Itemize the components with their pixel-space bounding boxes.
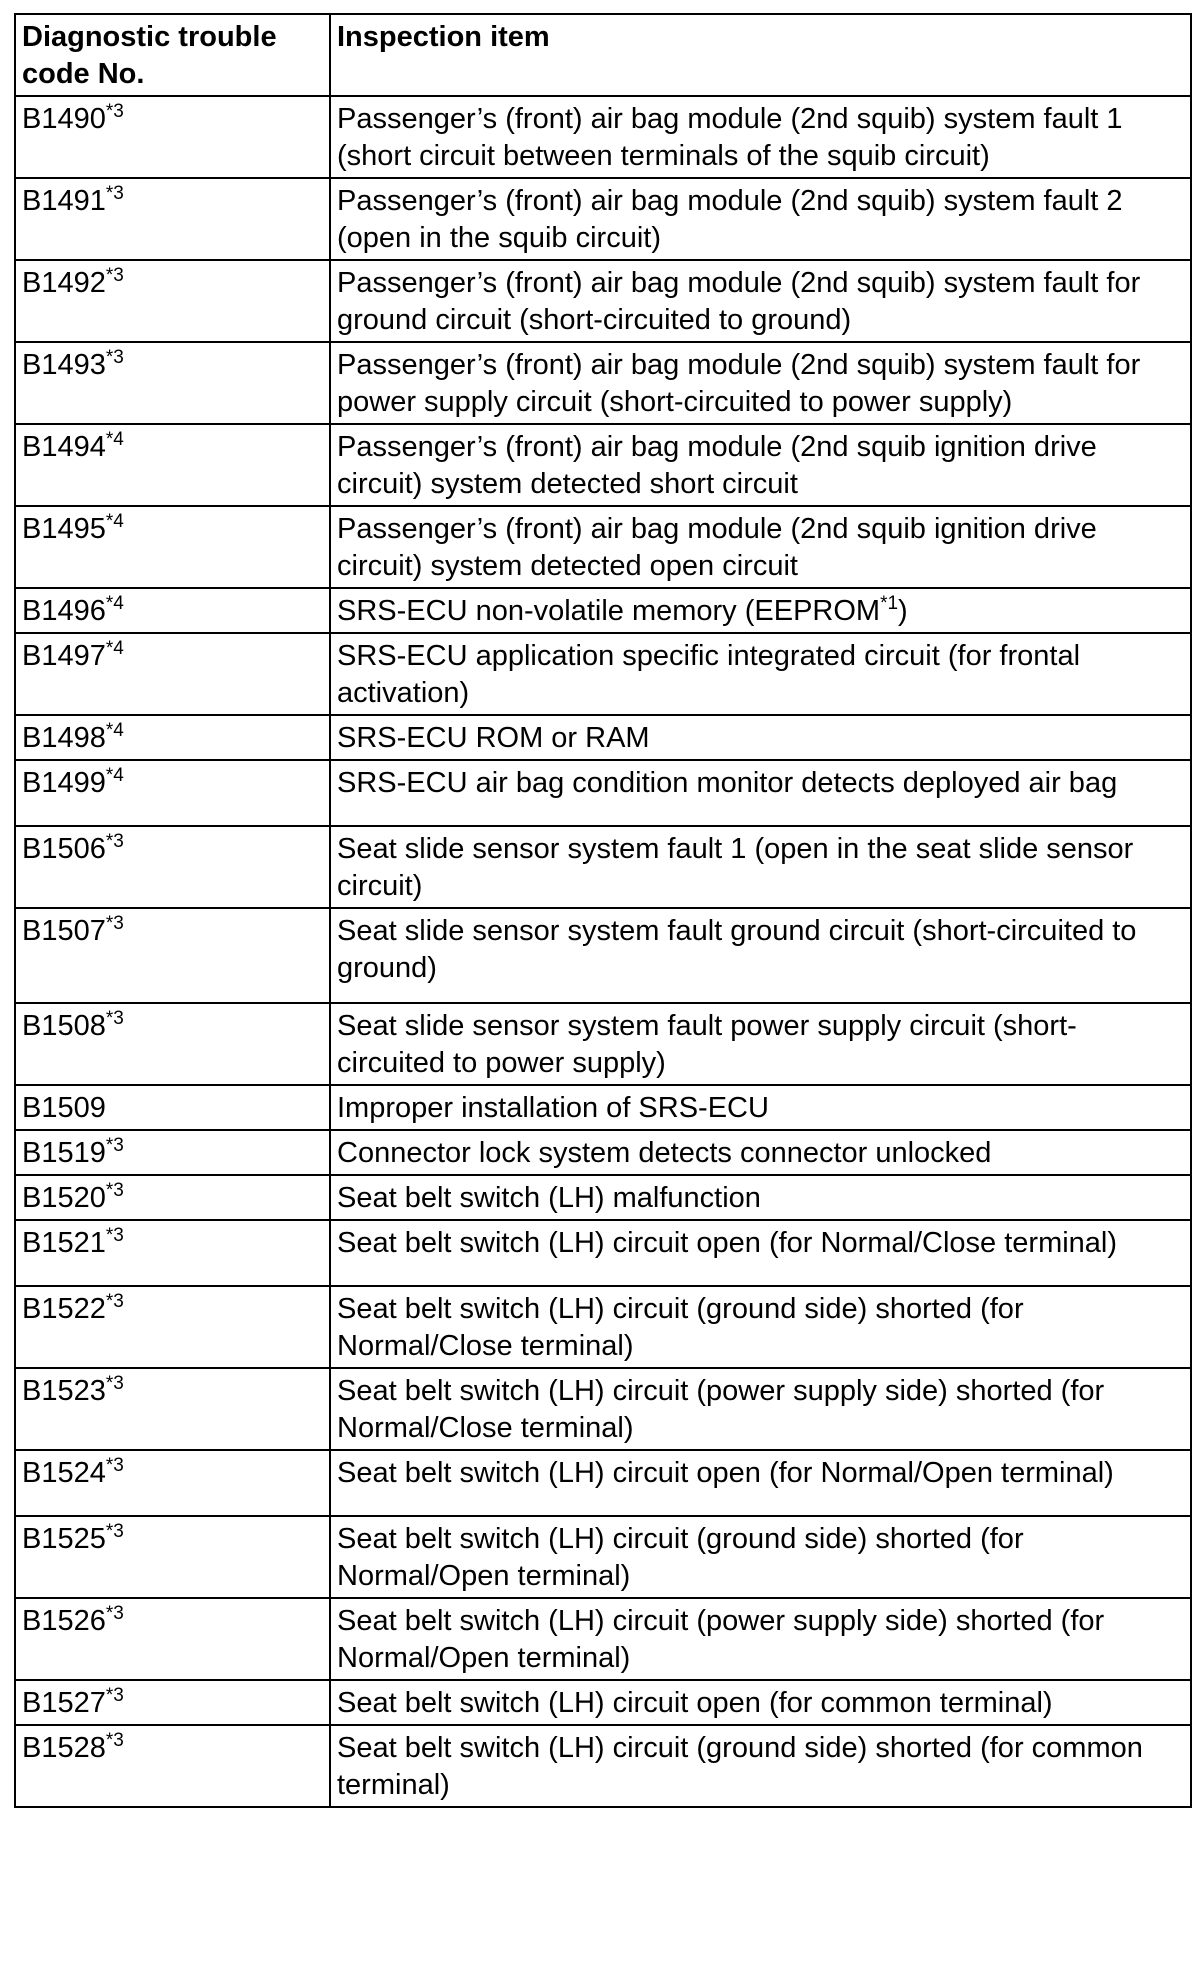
dtc-code-cell [15, 633, 330, 715]
inspection-item-text: SRS-ECU air bag condition monitor detects deployed air bag [337, 767, 1118, 799]
dtc-code: B1496 [22, 595, 106, 627]
table-row [15, 908, 1191, 1003]
inspection-item-text: Seat belt switch (LH) malfunction [337, 1182, 761, 1214]
footnote-marker: *3 [105, 183, 124, 204]
inspection-item-cell [330, 178, 1191, 260]
inspection-item-text: Passenger’s (front) air bag module (2nd squib ignition drive circuit) system detected short circuit [337, 431, 1097, 500]
footnote-marker: *1 [880, 593, 899, 614]
inspection-item-text: Passenger’s (front) air bag module (2nd squib) system fault 1 (short circuit between terminals of the squib circuit) [337, 103, 1123, 172]
footnote-marker: *3 [105, 1603, 124, 1624]
inspection-item-cell [330, 1680, 1191, 1725]
dtc-code-cell [15, 1598, 330, 1680]
table-row [15, 1516, 1191, 1598]
dtc-code-cell [15, 1085, 330, 1130]
table-row [15, 1130, 1191, 1175]
dtc-code-cell [15, 1175, 330, 1220]
footnote-marker: *3 [105, 1730, 124, 1751]
footnote-marker: *3 [105, 101, 124, 122]
inspection-item-cell [330, 1130, 1191, 1175]
dtc-code: B1526 [22, 1605, 106, 1637]
inspection-item-cell [330, 1725, 1191, 1807]
dtc-code-cell [15, 826, 330, 908]
inspection-item-cell [330, 1516, 1191, 1598]
dtc-code: B1524 [22, 1457, 106, 1489]
dtc-code-cell [15, 1368, 330, 1450]
table-row [15, 826, 1191, 908]
inspection-item-text: Seat belt switch (LH) circuit open (for common terminal) [337, 1687, 1053, 1719]
footnote-marker: *4 [105, 593, 124, 614]
inspection-item-text: Seat belt switch (LH) circuit (ground side) shorted (for Normal/Open terminal) [337, 1523, 1024, 1592]
inspection-item-text: SRS-ECU non-volatile memory (EEPROM [337, 595, 881, 627]
inspection-item-cell [330, 260, 1191, 342]
inspection-item-text: Passenger’s (front) air bag module (2nd squib) system fault for power supply circuit (short-circuited to power supply) [337, 349, 1141, 418]
dtc-code: B1499 [22, 767, 106, 799]
table-row [15, 342, 1191, 424]
dtc-code-cell [15, 715, 330, 760]
inspection-item-cell [330, 908, 1191, 1003]
dtc-code-cell [15, 424, 330, 506]
footnote-marker: *3 [105, 1225, 124, 1246]
footnote-marker: *3 [105, 1008, 124, 1029]
table-row [15, 760, 1191, 826]
table-row [15, 633, 1191, 715]
dtc-code-cell [15, 1003, 330, 1085]
table-row [15, 178, 1191, 260]
footnote-marker: *4 [105, 765, 124, 786]
table-row [15, 588, 1191, 633]
dtc-code: B1493 [22, 349, 106, 381]
dtc-code-cell [15, 1725, 330, 1807]
dtc-code: B1491 [22, 185, 106, 217]
dtc-code-cell [15, 760, 330, 826]
footnote-marker: *4 [105, 511, 124, 532]
inspection-item-cell [330, 1175, 1191, 1220]
footnote-marker: *4 [105, 638, 124, 659]
table-body [15, 96, 1191, 1807]
header-code-column: Diagnostic trouble code No. [15, 14, 330, 96]
inspection-item-cell [330, 1286, 1191, 1368]
dtc-code: B1508 [22, 1010, 106, 1042]
inspection-item-text: Passenger’s (front) air bag module (2nd squib) system fault for ground circuit (short-circuited to ground) [337, 267, 1141, 336]
dtc-code: B1523 [22, 1375, 106, 1407]
inspection-item-cell [330, 1220, 1191, 1286]
inspection-item-text: Seat slide sensor system fault power supply circuit (short-circuited to power supply) [337, 1010, 1077, 1079]
footnote-marker: *3 [105, 831, 124, 852]
inspection-item-cell [330, 96, 1191, 178]
inspection-item-cell [330, 588, 1191, 633]
inspection-item-text: Connector lock system detects connector unlocked [337, 1137, 992, 1169]
table-row [15, 1598, 1191, 1680]
dtc-code-cell [15, 1220, 330, 1286]
dtc-code-cell [15, 506, 330, 588]
footnote-marker: *4 [105, 720, 124, 741]
inspection-item-cell [330, 1450, 1191, 1516]
dtc-code-cell [15, 1450, 330, 1516]
footnote-marker: *3 [105, 1180, 124, 1201]
footnote-marker: *4 [105, 429, 124, 450]
footnote-marker: *3 [105, 347, 124, 368]
table-row [15, 1725, 1191, 1807]
inspection-item-text-tail: ) [898, 595, 908, 627]
inspection-item-cell [330, 715, 1191, 760]
dtc-code: B1492 [22, 267, 106, 299]
dtc-code-cell [15, 908, 330, 1003]
dtc-code: B1522 [22, 1293, 106, 1325]
table-row [15, 424, 1191, 506]
dtc-code: B1494 [22, 431, 106, 463]
dtc-code-cell [15, 260, 330, 342]
inspection-item-cell [330, 1368, 1191, 1450]
dtc-code: B1498 [22, 722, 106, 754]
inspection-item-cell [330, 760, 1191, 826]
inspection-item-text: Seat slide sensor system fault ground circuit (short-circuited to ground) [337, 915, 1137, 984]
inspection-item-text: Seat belt switch (LH) circuit (ground side) shorted (for Normal/Close terminal) [337, 1293, 1024, 1362]
table-header-row [15, 14, 1191, 96]
table-row [15, 1220, 1191, 1286]
dtc-code-cell [15, 342, 330, 424]
dtc-code: B1495 [22, 513, 106, 545]
inspection-item-cell [330, 826, 1191, 908]
dtc-code: B1490 [22, 103, 106, 135]
inspection-item-cell [330, 424, 1191, 506]
dtc-code: B1528 [22, 1732, 106, 1764]
footnote-marker: *3 [105, 265, 124, 286]
table-row [15, 96, 1191, 178]
dtc-code: B1519 [22, 1137, 106, 1169]
footnote-marker: *3 [105, 1521, 124, 1542]
dtc-code: B1497 [22, 640, 106, 672]
table-row [15, 715, 1191, 760]
table-row [15, 1680, 1191, 1725]
table-row [15, 1450, 1191, 1516]
dtc-code-cell [15, 1130, 330, 1175]
dtc-code: B1506 [22, 833, 106, 865]
table-row [15, 1003, 1191, 1085]
dtc-code: B1507 [22, 915, 106, 947]
dtc-code: B1509 [22, 1092, 106, 1124]
inspection-item-text: Improper installation of SRS-ECU [337, 1092, 769, 1124]
dtc-code-cell [15, 178, 330, 260]
inspection-item-text: SRS-ECU application specific integrated circuit (for frontal activation) [337, 640, 1081, 709]
table-row [15, 1286, 1191, 1368]
header-item-column: Inspection item [330, 14, 1191, 96]
inspection-item-text: Seat belt switch (LH) circuit open (for Normal/Open terminal) [337, 1457, 1114, 1489]
inspection-item-cell [330, 1085, 1191, 1130]
dtc-code: B1520 [22, 1182, 106, 1214]
inspection-item-text: Seat belt switch (LH) circuit (power supply side) shorted (for Normal/Close terminal) [337, 1375, 1105, 1444]
table-row [15, 260, 1191, 342]
dtc-code-cell [15, 96, 330, 178]
inspection-item-text: Seat belt switch (LH) circuit (ground side) shorted (for common terminal) [337, 1732, 1143, 1801]
inspection-item-text: Seat belt switch (LH) circuit (power supply side) shorted (for Normal/Open terminal) [337, 1605, 1105, 1674]
dtc-code: B1527 [22, 1687, 106, 1719]
inspection-item-text: SRS-ECU ROM or RAM [337, 722, 650, 754]
diagnostic-code-table [14, 13, 1192, 1808]
dtc-code-cell [15, 1286, 330, 1368]
inspection-item-cell [330, 1598, 1191, 1680]
inspection-item-cell [330, 506, 1191, 588]
dtc-code-cell [15, 588, 330, 633]
footnote-marker: *3 [105, 1291, 124, 1312]
inspection-item-text: Seat slide sensor system fault 1 (open in the seat slide sensor circuit) [337, 833, 1134, 902]
table-row [15, 1368, 1191, 1450]
table-row [15, 1175, 1191, 1220]
inspection-item-text: Passenger’s (front) air bag module (2nd squib) system fault 2 (open in the squib circuit) [337, 185, 1123, 254]
inspection-item-text: Seat belt switch (LH) circuit open (for Normal/Close terminal) [337, 1227, 1118, 1259]
dtc-code-cell [15, 1516, 330, 1598]
footnote-marker: *3 [105, 1685, 124, 1706]
table-row [15, 506, 1191, 588]
inspection-item-cell [330, 342, 1191, 424]
dtc-code: B1525 [22, 1523, 106, 1555]
table-row [15, 1085, 1191, 1130]
dtc-code: B1521 [22, 1227, 106, 1259]
footnote-marker: *3 [105, 913, 124, 934]
footnote-marker: *3 [105, 1135, 124, 1156]
inspection-item-text: Passenger’s (front) air bag module (2nd squib ignition drive circuit) system detected open circuit [337, 513, 1097, 582]
dtc-code-cell [15, 1680, 330, 1725]
inspection-item-cell [330, 1003, 1191, 1085]
footnote-marker: *3 [105, 1373, 124, 1394]
footnote-marker: *3 [105, 1455, 124, 1476]
inspection-item-cell [330, 633, 1191, 715]
